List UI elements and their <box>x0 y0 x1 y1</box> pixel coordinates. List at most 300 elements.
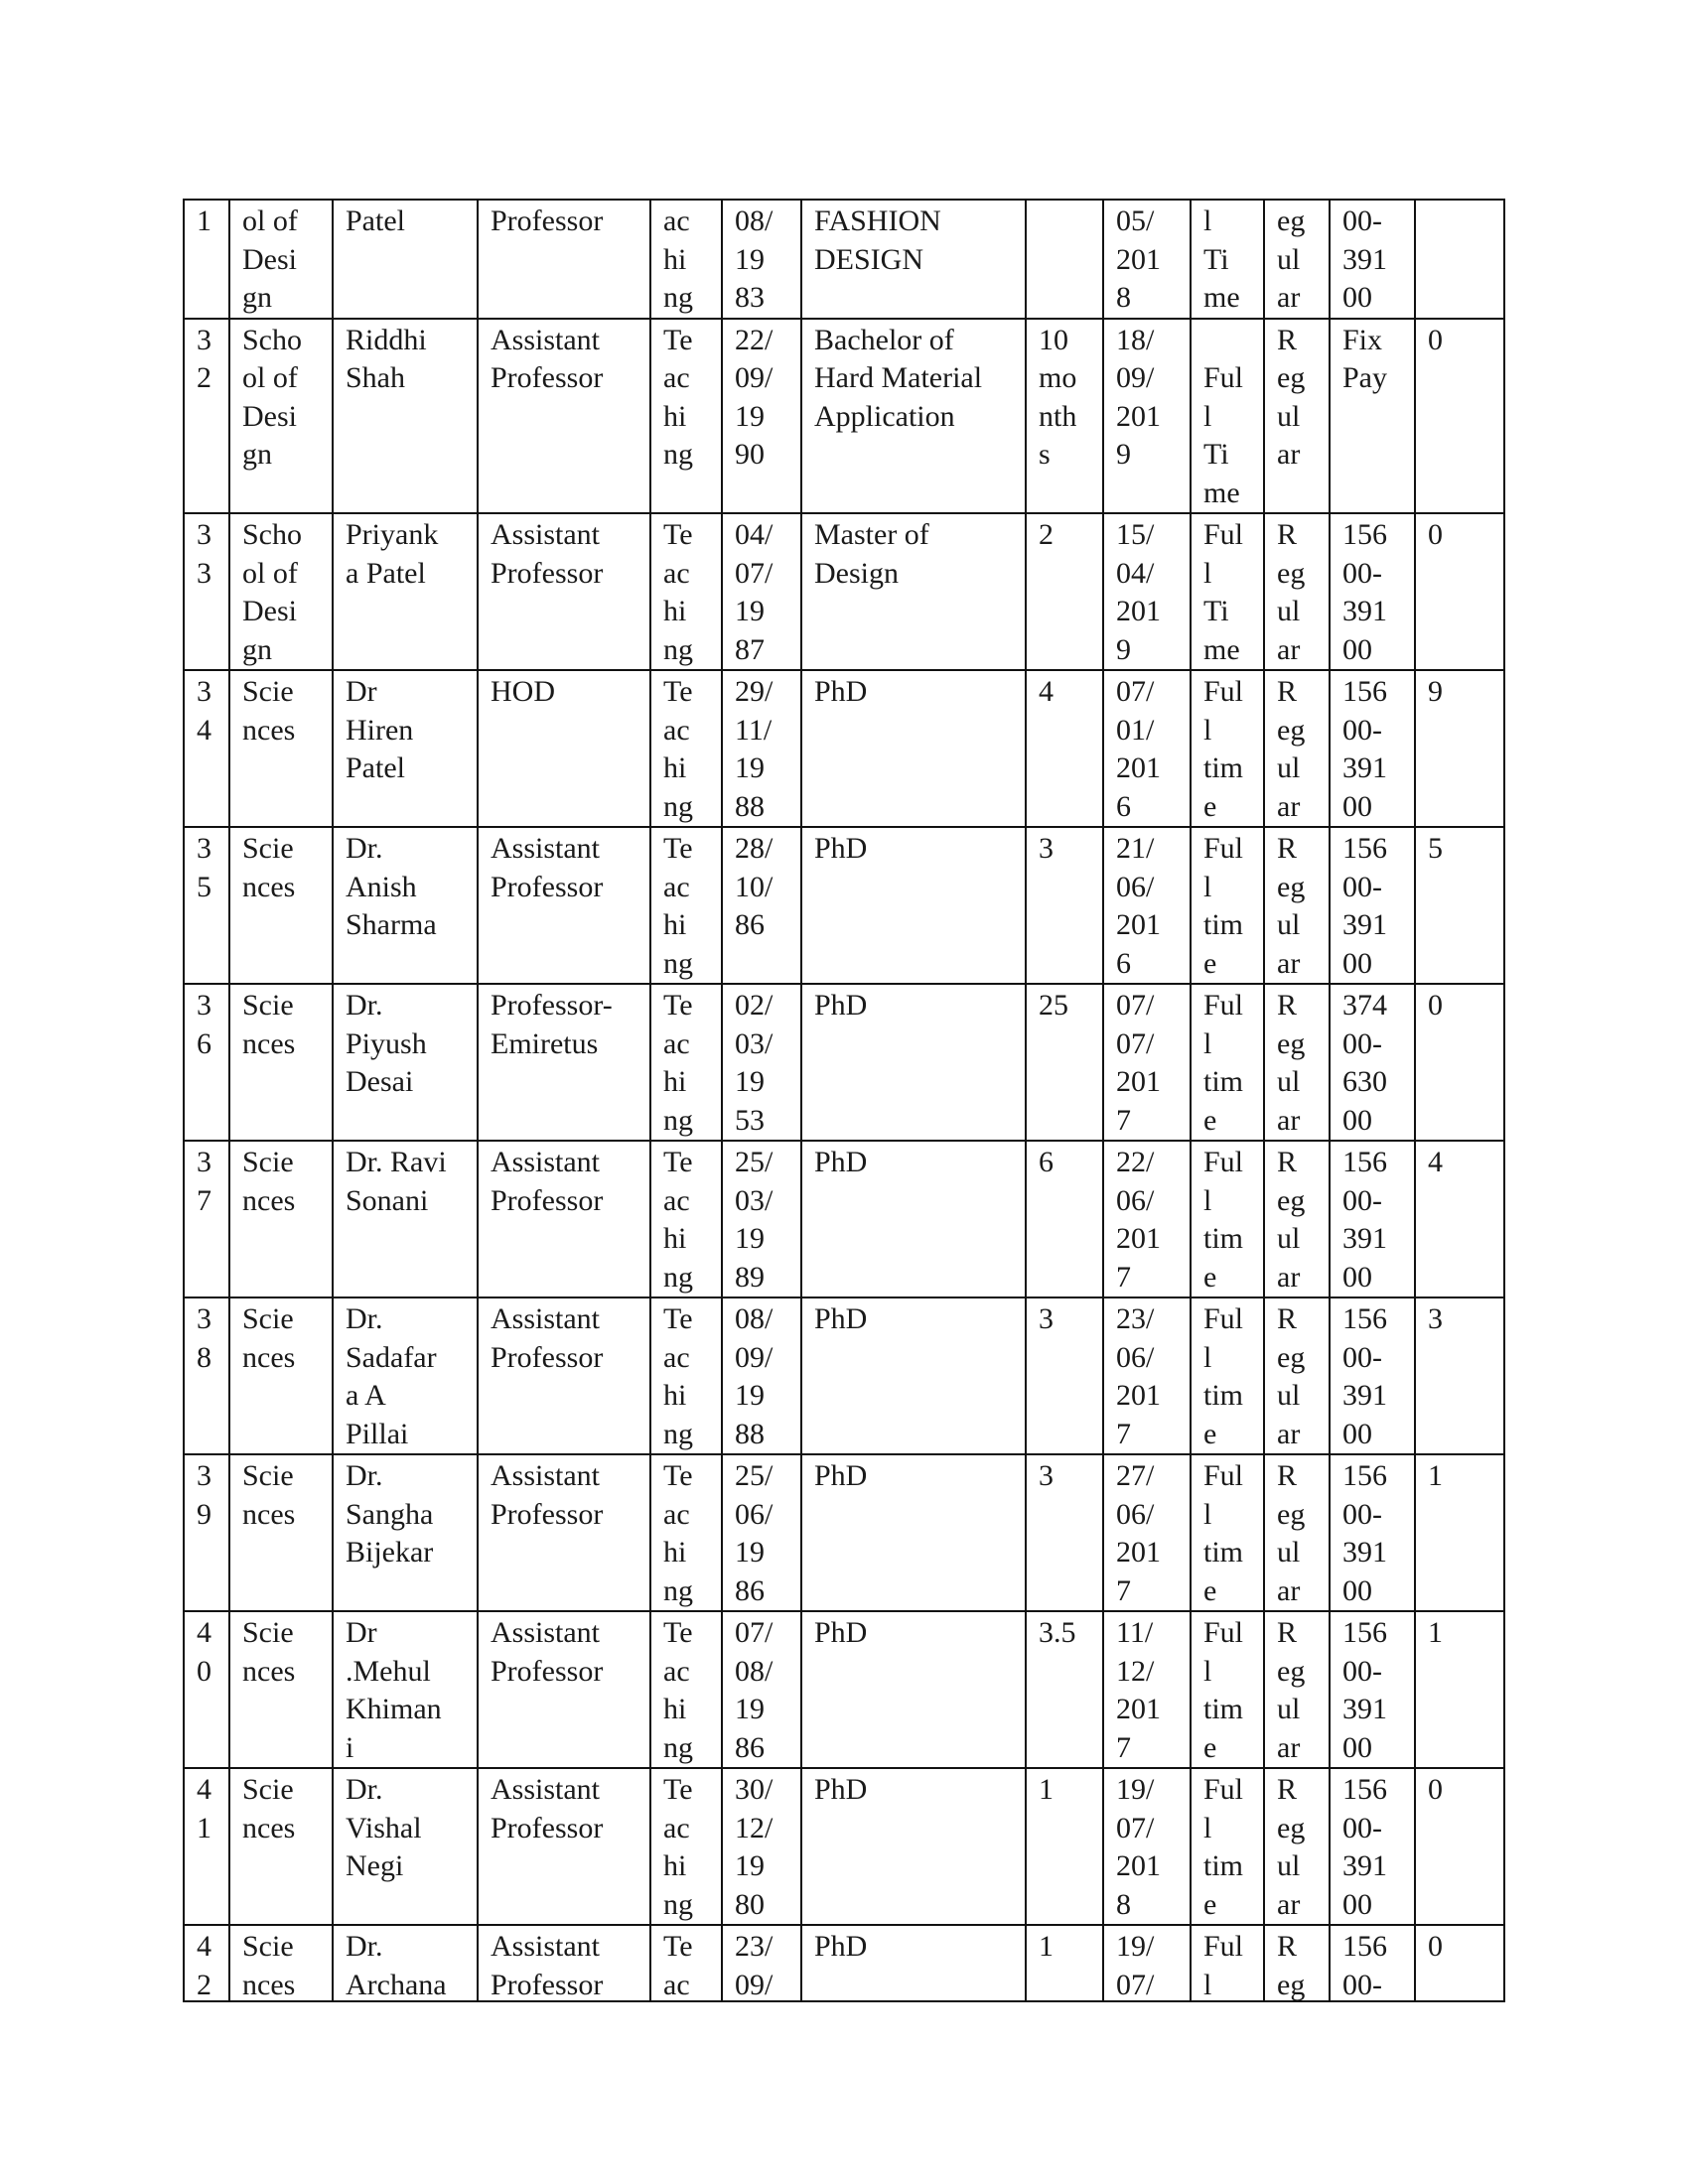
cell-text: Assistant Professor <box>491 1302 604 1374</box>
nature-cell <box>650 1925 722 2001</box>
experience-cell <box>1026 1297 1103 1454</box>
cell-text: Te ac hi ng <box>663 1459 693 1607</box>
qualification-cell <box>801 200 1026 319</box>
nature-cell <box>650 200 722 319</box>
name-cell <box>333 984 478 1141</box>
cell-text: 3 <box>1039 1459 1054 1492</box>
employment-type-cell <box>1191 513 1264 670</box>
publications-cell <box>1415 200 1504 319</box>
cell-text: 1 <box>197 205 211 237</box>
date-of-birth-cell <box>722 827 801 984</box>
cell-text: Dr Hiren Patel <box>346 675 414 784</box>
cell-text: Ful l tim e <box>1203 1302 1244 1450</box>
date-of-birth-cell <box>722 200 801 319</box>
date-of-birth-cell <box>722 1925 801 2001</box>
table-row <box>184 1925 1504 2001</box>
cell-text: 3 6 <box>197 989 211 1060</box>
pay-scale-cell <box>1330 319 1415 514</box>
cell-text: Fix Pay <box>1342 323 1387 394</box>
cell-text: 3 8 <box>197 1302 211 1374</box>
cell-text: 156 00- 391 00 <box>1342 1302 1387 1450</box>
cell-text: 22/ 09/ 19 90 <box>735 323 774 471</box>
cell-text: Ful l tim e <box>1203 1773 1244 1921</box>
nature-cell <box>650 1297 722 1454</box>
cell-text: Assistant Professor <box>491 1616 604 1688</box>
name-cell <box>333 1925 478 2001</box>
employment-type-cell <box>1191 984 1264 1141</box>
pay-scale-cell <box>1330 1925 1415 2001</box>
publications-cell <box>1415 1768 1504 1925</box>
department-cell <box>229 319 333 514</box>
cell-text: 156 00- 391 00 <box>1342 832 1387 980</box>
cell-text: Ful l tim e <box>1203 832 1244 980</box>
cell-text: 25/ 03/ 19 89 <box>735 1146 774 1294</box>
employment-type-cell <box>1191 827 1264 984</box>
date-of-joining-cell <box>1103 1611 1191 1768</box>
experience-cell <box>1026 1141 1103 1297</box>
department-cell <box>229 670 333 827</box>
cell-text: 21/ 06/ 201 6 <box>1116 832 1161 980</box>
cell-text: 15/ 04/ 201 9 <box>1116 518 1161 666</box>
cell-text: Te ac hi ng <box>663 518 693 666</box>
cell-text: Professor <box>491 205 604 237</box>
cell-text: eg ul ar <box>1277 205 1306 314</box>
cell-text: 22/ 06/ 201 7 <box>1116 1146 1161 1294</box>
cell-text: Assistant Professor <box>491 1773 604 1844</box>
date-of-joining-cell <box>1103 1297 1191 1454</box>
table-row <box>184 827 1504 984</box>
cell-text: 156 00- 391 00 <box>1342 1616 1387 1764</box>
cell-text: Scie nces <box>242 1930 296 2000</box>
cell-text: PhD <box>814 1616 868 1649</box>
nature-cell <box>650 827 722 984</box>
name-cell <box>333 513 478 670</box>
date-of-joining-cell <box>1103 513 1191 670</box>
serial-number-cell <box>184 670 229 827</box>
cell-text: Ful l Ti me <box>1203 518 1244 666</box>
cell-text: 374 00- 630 00 <box>1342 989 1387 1137</box>
cell-text: 00- 391 00 <box>1342 205 1387 314</box>
cell-text: R eg ul ar <box>1277 832 1306 980</box>
cell-text: 3 <box>1428 1302 1443 1335</box>
department-cell <box>229 513 333 670</box>
cell-text: Scie nces <box>242 1616 296 1688</box>
cell-text: 156 00- 391 00 <box>1342 1459 1387 1607</box>
status-cell <box>1264 984 1330 1141</box>
department-cell <box>229 1297 333 1454</box>
cell-text: Assistant Professor <box>491 518 604 590</box>
cell-text: 27/ 06/ 201 7 <box>1116 1459 1161 1607</box>
table-row <box>184 1297 1504 1454</box>
cell-text: 07/ 07/ 201 7 <box>1116 989 1161 1137</box>
name-cell <box>333 1768 478 1925</box>
cell-text: ol of Desi gn <box>242 205 298 314</box>
cell-text: Assistant Professor <box>491 1146 604 1217</box>
pay-scale-cell <box>1330 1611 1415 1768</box>
cell-text: Scie nces <box>242 1302 296 1374</box>
qualification-cell <box>801 513 1026 670</box>
cell-text: Riddhi Shah <box>346 323 427 394</box>
table-row <box>184 513 1504 670</box>
cell-text: PhD <box>814 1459 868 1492</box>
status-cell <box>1264 1768 1330 1925</box>
name-cell <box>333 1297 478 1454</box>
status-cell <box>1264 513 1330 670</box>
cell-text: 10 mo nth s <box>1039 323 1077 471</box>
cell-text: Te ac hi ng <box>663 1616 693 1764</box>
status-cell <box>1264 1141 1330 1297</box>
cell-text: Ful l tim e <box>1203 1459 1244 1607</box>
cell-text: 3 <box>1039 1302 1054 1335</box>
table-body <box>184 200 1504 2001</box>
cell-text: R eg ul ar <box>1277 518 1306 666</box>
pay-scale-cell <box>1330 513 1415 670</box>
cell-text: PhD <box>814 1773 868 1806</box>
cell-text: PhD <box>814 675 868 708</box>
qualification-cell <box>801 1768 1026 1925</box>
pay-scale-cell <box>1330 1454 1415 1611</box>
cell-text: 3 2 <box>197 323 211 394</box>
cell-text: Dr. Vishal Negi <box>346 1773 422 1882</box>
cell-text: Te ac hi ng <box>663 323 693 471</box>
cell-text: 4 2 <box>197 1930 211 2000</box>
name-cell <box>333 827 478 984</box>
cell-text: Scie nces <box>242 1146 296 1217</box>
pay-scale-cell <box>1330 1297 1415 1454</box>
designation-cell <box>478 1454 650 1611</box>
employment-type-cell <box>1191 1141 1264 1297</box>
cell-text: Dr. Piyush Desai <box>346 989 427 1098</box>
cell-text: 9 <box>1428 675 1443 708</box>
cell-text: Assistant Professor <box>491 1459 604 1531</box>
nature-cell <box>650 1454 722 1611</box>
serial-number-cell <box>184 319 229 514</box>
experience-cell <box>1026 200 1103 319</box>
serial-number-cell <box>184 1768 229 1925</box>
status-cell <box>1264 670 1330 827</box>
cell-text: 28/ 10/ 86 <box>735 832 774 941</box>
serial-number-cell <box>184 1454 229 1611</box>
cell-text: Te ac hi ng <box>663 1773 693 1921</box>
employment-type-cell <box>1191 319 1264 514</box>
name-cell <box>333 1611 478 1768</box>
employment-type-cell <box>1191 1611 1264 1768</box>
nature-cell <box>650 513 722 670</box>
date-of-joining-cell <box>1103 319 1191 514</box>
department-cell <box>229 827 333 984</box>
table-row <box>184 1611 1504 1768</box>
cell-text: 6 <box>1039 1146 1054 1178</box>
experience-cell <box>1026 319 1103 514</box>
experience-cell <box>1026 1454 1103 1611</box>
cell-text: 19/ 07/ 201 8 <box>1116 1773 1161 1921</box>
date-of-joining-cell <box>1103 200 1191 319</box>
cell-text: 0 <box>1428 323 1443 356</box>
pay-scale-cell <box>1330 670 1415 827</box>
designation-cell <box>478 513 650 670</box>
date-of-birth-cell <box>722 1454 801 1611</box>
qualification-cell <box>801 1611 1026 1768</box>
cell-text: 23/ 09/ <box>735 1930 774 2000</box>
cell-text: R eg ul ar <box>1277 989 1306 1137</box>
employment-type-cell <box>1191 1297 1264 1454</box>
designation-cell <box>478 1925 650 2001</box>
experience-cell <box>1026 670 1103 827</box>
serial-number-cell <box>184 1925 229 2001</box>
cell-text: 0 <box>1428 1773 1443 1806</box>
designation-cell <box>478 1141 650 1297</box>
serial-number-cell <box>184 200 229 319</box>
cell-text: 30/ 12/ 19 80 <box>735 1773 774 1921</box>
date-of-joining-cell <box>1103 827 1191 984</box>
status-cell <box>1264 200 1330 319</box>
cell-text: ac hi ng <box>663 205 693 314</box>
cell-text: Ful l Ti me <box>1203 361 1244 509</box>
cell-text: Te ac <box>663 1930 693 2000</box>
cell-text: 23/ 06/ 201 7 <box>1116 1302 1161 1450</box>
designation-cell <box>478 670 650 827</box>
table-row <box>184 1768 1504 1925</box>
serial-number-cell <box>184 513 229 670</box>
status-cell <box>1264 1454 1330 1611</box>
cell-text: 2 <box>1039 518 1054 551</box>
designation-cell <box>478 319 650 514</box>
publications-cell <box>1415 984 1504 1141</box>
name-cell <box>333 1454 478 1611</box>
cell-text: Dr. Anish Sharma <box>346 832 437 941</box>
cell-text: 4 1 <box>197 1773 211 1844</box>
qualification-cell <box>801 670 1026 827</box>
cell-text: 0 <box>1428 989 1443 1022</box>
cell-text: 29/ 11/ 19 88 <box>735 675 774 823</box>
cell-text: Te ac hi ng <box>663 989 693 1137</box>
department-cell <box>229 1611 333 1768</box>
department-cell <box>229 1141 333 1297</box>
cell-text: 07/ 01/ 201 6 <box>1116 675 1161 823</box>
department-cell <box>229 1925 333 2001</box>
cell-text: R eg ul ar <box>1277 1459 1306 1607</box>
serial-number-cell <box>184 1141 229 1297</box>
cell-text: PhD <box>814 1302 868 1335</box>
cell-text: Assistant Professor <box>491 323 604 394</box>
cell-text: Scho ol of Desi gn <box>242 323 302 471</box>
status-cell <box>1264 1297 1330 1454</box>
experience-cell <box>1026 827 1103 984</box>
cell-text: Dr .Mehul Khiman i <box>346 1616 442 1764</box>
designation-cell <box>478 200 650 319</box>
cell-text: Dr. Archana <box>346 1930 447 2000</box>
designation-cell <box>478 827 650 984</box>
cell-text: Te ac hi ng <box>663 1146 693 1294</box>
status-cell <box>1264 1611 1330 1768</box>
cell-text: 0 <box>1428 518 1443 551</box>
cell-text: R eg ul ar <box>1277 1616 1306 1764</box>
serial-number-cell <box>184 1297 229 1454</box>
date-of-joining-cell <box>1103 1454 1191 1611</box>
nature-cell <box>650 1141 722 1297</box>
date-of-birth-cell <box>722 1768 801 1925</box>
name-cell <box>333 1141 478 1297</box>
date-of-joining-cell <box>1103 984 1191 1141</box>
cell-text: 08/ 19 83 <box>735 205 774 314</box>
publications-cell <box>1415 319 1504 514</box>
date-of-birth-cell <box>722 1611 801 1768</box>
qualification-cell <box>801 1297 1026 1454</box>
cell-text: Scie nces <box>242 1773 296 1844</box>
cell-text: 3 9 <box>197 1459 211 1531</box>
cell-text: Dr. Sadafar a A Pillai <box>346 1302 437 1450</box>
cell-text: Te ac hi ng <box>663 675 693 823</box>
publications-cell <box>1415 1611 1504 1768</box>
status-cell <box>1264 319 1330 514</box>
employment-type-cell <box>1191 1768 1264 1925</box>
cell-text: 0 <box>1428 1930 1443 1963</box>
cell-text: Master of Design <box>814 518 929 590</box>
serial-number-cell <box>184 1611 229 1768</box>
cell-text: Scie nces <box>242 675 296 747</box>
cell-text: FASHION DESIGN <box>814 205 941 276</box>
designation-cell <box>478 1768 650 1925</box>
cell-text: Priyank a Patel <box>346 518 439 590</box>
status-cell <box>1264 1925 1330 2001</box>
qualification-cell <box>801 1141 1026 1297</box>
cell-text: Te ac hi ng <box>663 1302 693 1450</box>
cell-text: 3 7 <box>197 1146 211 1217</box>
cell-text: Ful l tim e <box>1203 1146 1244 1294</box>
experience-cell <box>1026 1611 1103 1768</box>
table-row <box>184 1454 1504 1611</box>
cell-text: 1 <box>1428 1616 1443 1649</box>
employment-type-cell <box>1191 200 1264 319</box>
date-of-birth-cell <box>722 513 801 670</box>
cell-text: 156 00- 391 00 <box>1342 1773 1387 1921</box>
cell-text: PhD <box>814 832 868 865</box>
publications-cell <box>1415 1141 1504 1297</box>
publications-cell <box>1415 827 1504 984</box>
cell-text: 1 <box>1039 1930 1054 1963</box>
cell-text: Professor- Emiretus <box>491 989 613 1060</box>
cell-text: 156 00- 391 00 <box>1342 675 1387 823</box>
designation-cell <box>478 984 650 1141</box>
cell-text: 4 0 <box>197 1616 211 1688</box>
pay-scale-cell <box>1330 1141 1415 1297</box>
cell-text: 11/ 12/ 201 7 <box>1116 1616 1161 1764</box>
table-row <box>184 670 1504 827</box>
table-row <box>184 319 1504 514</box>
date-of-birth-cell <box>722 319 801 514</box>
cell-text: PhD <box>814 989 868 1022</box>
serial-number-cell <box>184 827 229 984</box>
publications-cell <box>1415 513 1504 670</box>
cell-text: 02/ 03/ 19 53 <box>735 989 774 1137</box>
pay-scale-cell <box>1330 1768 1415 1925</box>
cell-text: 18/ 09/ 201 9 <box>1116 323 1161 471</box>
publications-cell <box>1415 1925 1504 2001</box>
cell-text: 3 4 <box>197 675 211 747</box>
nature-cell <box>650 1611 722 1768</box>
cell-text: Ful l tim e <box>1203 675 1244 823</box>
cell-text: 3 5 <box>197 832 211 903</box>
cell-text: Bachelor of Hard Material Application <box>814 323 983 433</box>
table-row <box>184 984 1504 1141</box>
cell-text: 25/ 06/ 19 86 <box>735 1459 774 1607</box>
cell-text: 3 3 <box>197 518 211 590</box>
date-of-joining-cell <box>1103 1925 1191 2001</box>
cell-text: 04/ 07/ 19 87 <box>735 518 774 666</box>
cell-text: Scie nces <box>242 1459 296 1531</box>
cell-text: Ful l tim e <box>1203 989 1244 1137</box>
employment-type-cell <box>1191 1925 1264 2001</box>
date-of-joining-cell <box>1103 670 1191 827</box>
department-cell <box>229 1454 333 1611</box>
nature-cell <box>650 670 722 827</box>
publications-cell <box>1415 1454 1504 1611</box>
cell-text: Ful l tim e <box>1203 1616 1244 1764</box>
cell-text: 1 <box>1039 1773 1054 1806</box>
nature-cell <box>650 319 722 514</box>
cell-text: 4 <box>1039 675 1054 708</box>
cell-text: Te ac hi ng <box>663 832 693 980</box>
cell-text: Dr. Sangha Bijekar <box>346 1459 434 1569</box>
cell-text: R eg ul ar <box>1277 1302 1306 1450</box>
cell-text: 5 <box>1428 832 1443 865</box>
name-cell <box>333 200 478 319</box>
faculty-table <box>183 199 1505 2002</box>
qualification-cell <box>801 984 1026 1141</box>
cell-text: R eg ul ar <box>1277 675 1306 823</box>
name-cell <box>333 319 478 514</box>
cell-text: R eg <box>1277 1930 1306 2000</box>
cell-text: Scho ol of Desi gn <box>242 518 302 666</box>
pay-scale-cell <box>1330 827 1415 984</box>
employment-type-cell <box>1191 1454 1264 1611</box>
cell-text: 4 <box>1428 1146 1443 1178</box>
table-row <box>184 200 1504 319</box>
department-cell <box>229 984 333 1141</box>
date-of-joining-cell <box>1103 1141 1191 1297</box>
date-of-birth-cell <box>722 1297 801 1454</box>
cell-text: 19/ 07/ <box>1116 1930 1155 2000</box>
cell-text: 1 <box>1428 1459 1443 1492</box>
cell-text: 05/ 201 8 <box>1116 205 1161 314</box>
cell-text: 156 00- <box>1342 1930 1387 2000</box>
department-cell <box>229 200 333 319</box>
name-cell <box>333 670 478 827</box>
cell-text: Patel <box>346 205 405 237</box>
cell-text: R eg ul ar <box>1277 1773 1306 1921</box>
cell-text: R eg ul ar <box>1277 323 1306 471</box>
publications-cell <box>1415 670 1504 827</box>
cell-text: 25 <box>1039 989 1068 1022</box>
experience-cell <box>1026 1925 1103 2001</box>
pay-scale-cell <box>1330 984 1415 1141</box>
cell-text: l Ti me <box>1203 205 1240 314</box>
cell-text: R eg ul ar <box>1277 1146 1306 1294</box>
cell-text: 07/ 08/ 19 86 <box>735 1616 774 1764</box>
qualification-cell <box>801 1454 1026 1611</box>
cell-text: 3 <box>1039 832 1054 865</box>
experience-cell <box>1026 1768 1103 1925</box>
employment-type-cell <box>1191 670 1264 827</box>
cell-text: Scie nces <box>242 832 296 903</box>
cell-text: Ful l <box>1203 1930 1244 2000</box>
cell-text: PhD <box>814 1146 868 1178</box>
cell-text: Scie nces <box>242 989 296 1060</box>
status-cell <box>1264 827 1330 984</box>
date-of-birth-cell <box>722 984 801 1141</box>
date-of-birth-cell <box>722 670 801 827</box>
publications-cell <box>1415 1297 1504 1454</box>
